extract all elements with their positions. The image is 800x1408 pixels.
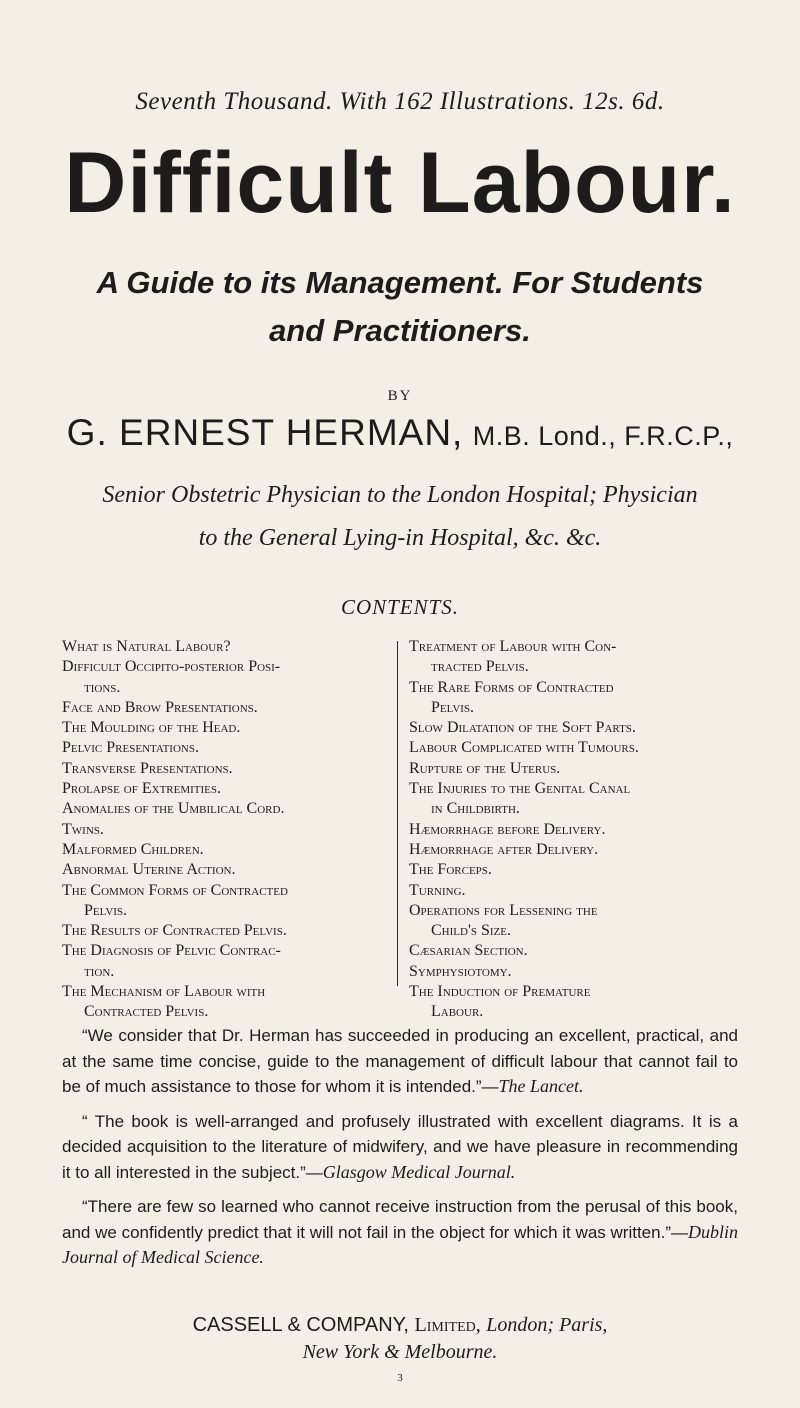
contents-entry-text: Symphysiotomy. [409,962,512,980]
publisher-name: CASSELL & COMPANY, [192,1314,409,1336]
publisher-limited: Limited, [414,1314,481,1336]
contents-entry-text: Face and Brow Presentations. [62,698,258,716]
contents-entry-text: Abnormal Uterine Action. [62,861,236,879]
contents-entry [62,982,420,1023]
contents-entry-text: Anomalies of the Umbilical Cord. [62,800,285,818]
contents-entry-text: The Mechanism of Labour with [62,983,266,1001]
contents-entry-text: The Rare Forms of Contracted [409,678,614,696]
review-text: “We consider that Dr. Herman has succeeded in producing an excellent, practical, and at the same time concise, guide to the management of difficult labour that cannot fail to be of much assistance to those for whom it is intended.”— [62,1026,738,1096]
author-name: G. ERNEST HERMAN, [66,412,464,453]
review-quote [62,1109,738,1186]
contents-column-left [62,637,420,1023]
contents-entry [62,799,420,819]
review-quote [62,1194,738,1271]
contents-entry-text: The Forceps. [409,861,492,879]
contents-entry-text: The Common Forms of Contracted [62,881,288,899]
contents-entry-continuation: Child's Size. [431,922,511,940]
contents-entry-text: The Moulding of the Head. [62,719,241,737]
review-source: The Lancet. [498,1076,584,1096]
contents-entry [62,759,420,779]
column-divider [397,641,398,986]
contents-entry [409,941,767,961]
contents-column-right [409,637,767,1023]
contents-heading: CONTENTS. [340,595,460,619]
publisher-line [0,1314,800,1337]
contents-entry-text: Treatment of Labour with Con- [409,638,617,655]
contents-entry [409,820,767,840]
contents-entry [409,779,767,820]
author-degrees: M.B. Lond., F.R.C.P., [472,421,734,451]
contents-entry [409,759,767,779]
contents-entry [409,678,767,719]
contents-entry [62,698,420,718]
publisher-places: London; Paris, [486,1314,608,1336]
contents-entry-continuation: Labour. [431,1003,484,1021]
review-text: “There are few so learned who cannot receive instruction from the perusal of this book, and we confidently predict that it will not fail in the object for which it was written.”— [62,1197,738,1242]
contents-entry-continuation: tracted Pelvis. [431,658,529,676]
contents-entry [62,738,420,758]
contents-entry-text: Transverse Presentations. [62,759,233,777]
contents-entry [409,860,767,880]
contents-entry [62,941,420,982]
contents-entry [409,982,767,1023]
contents-entry [409,962,767,982]
contents-entry [62,860,420,880]
review-source: Glasgow Medical Journal. [322,1161,516,1182]
contents-entry-continuation: tion. [84,962,115,980]
contents-entry [62,637,420,657]
contents-entry-text: The Induction of Premature [409,983,591,1001]
press-reviews [62,1023,738,1280]
contents-entry-text: Rupture of the Uterus. [409,759,561,777]
contents-entry-text: Hæmorrhage after Delivery. [409,840,599,858]
contents-entry-text: Difficult Occipito-posterior Posi- [62,658,281,676]
subtitle-line-1: A Guide to its Management. For Students [96,265,704,300]
publisher-places-line-2: New York & Melbourne. [302,1341,498,1363]
contents-entry-continuation: in Childbirth. [431,800,520,818]
contents-entry-text: The Results of Contracted Pelvis. [62,922,287,940]
contents-entry [62,779,420,799]
contents-entry-text: Slow Dilatation of the Soft Parts. [409,719,636,737]
author-line [0,412,800,454]
contents-entry [409,738,767,758]
contents-entry-text: Prolapse of Extremities. [62,780,222,798]
subtitle-line-2: and Practitioners. [269,313,531,348]
author-position-line-2: to the General Lying-in Hospital, &c. &c. [198,525,602,551]
page-number: 3 [397,1372,403,1384]
contents-entry-text: What is Natural Labour? [62,638,231,655]
contents-entry [62,921,420,941]
contents-entry-text: Malformed Children. [62,840,204,858]
contents-entry [62,657,420,698]
contents-entry [409,718,767,738]
by-label: BY [387,388,413,404]
review-text: “ The book is well-arranged and profusely illustrated with excellent diagrams. It is a decided acquisition to the literature of midwifery, and we have pleasure in recommending it to all interested in the subject.”— [62,1111,738,1182]
contents-entry [409,637,767,678]
contents-entry-continuation: Contracted Pelvis. [84,1003,209,1021]
contents-entry-text: Turning. [409,881,466,899]
contents-entry-text: Cæsarian Section. [409,942,528,960]
contents-entry-text: Operations for Lessening the [409,901,598,919]
edition-line: Seventh Thousand. With 162 Illustrations. 12s. 6d. [135,88,665,115]
contents-entry [62,820,420,840]
review-source: Dublin Journal of Medical Science. [62,1221,738,1267]
contents-entry [62,840,420,860]
author-position-line-1: Senior Obstetric Physician to the London Hospital; Physician [102,482,698,508]
contents-entry [409,840,767,860]
contents-entry-text: Hæmorrhage before Delivery. [409,820,606,838]
contents-entry-text: Labour Complicated with Tumours. [409,739,639,757]
contents-entry [409,901,767,942]
contents-entry-text: The Injuries to the Genital Canal [409,780,631,798]
contents-entry-text: The Diagnosis of Pelvic Contrac- [62,942,281,960]
book-title: Difficult Labour. [64,135,736,231]
contents-entry-text: Pelvic Presentations. [62,739,199,757]
contents-entry-continuation: Pelvis. [84,901,128,919]
contents-entry [409,881,767,901]
contents-entry-continuation: tions. [84,678,121,696]
contents-entry-continuation: Pelvis. [431,698,475,716]
contents-entry-text: Twins. [62,820,104,838]
review-quote [62,1023,738,1100]
contents-entry [62,881,420,922]
contents-entry [62,718,420,738]
